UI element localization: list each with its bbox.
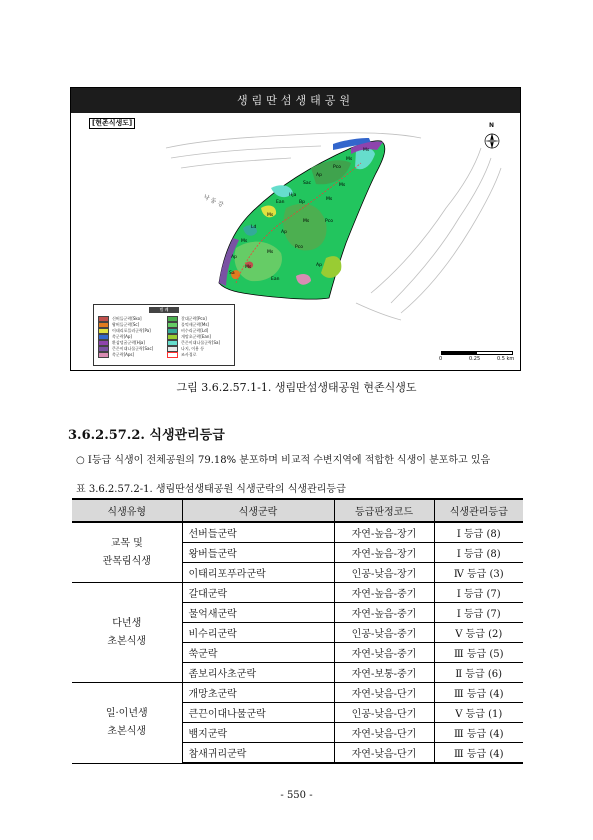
legend-title: 범 례 (149, 307, 179, 313)
scale-bar-graphic (441, 351, 513, 355)
legend-label: 쑥군락[Ap] (112, 334, 132, 339)
group-name-line: 교목 및 (110, 537, 143, 549)
section-title: 3.6.2.57.2. 식생관리등급 (68, 428, 225, 443)
map-label: Ms (267, 213, 274, 218)
code-cell: 자연-낮음-단기 (334, 743, 434, 764)
legend-item (98, 352, 163, 357)
community-cell: 쑥군락 (182, 643, 334, 663)
code-cell: 자연-높음-장기 (334, 522, 434, 543)
grade-cell: Ⅲ 등급 (5) (434, 643, 523, 663)
legend-item (167, 340, 232, 345)
scale-label: 0.25 (469, 356, 481, 362)
community-cell: 선버들군락 (182, 522, 334, 543)
figure-subtitle: [현존식생도] (89, 118, 135, 129)
grade-cell: Ⅳ 등급 (3) (434, 563, 523, 583)
table-row (72, 522, 523, 543)
map-label: Hja (289, 193, 297, 198)
group-name-line: 초본식생 (107, 725, 147, 737)
vegetation-map-figure (70, 87, 521, 371)
map-label: Ms (363, 148, 370, 153)
legend-label: 신버들군락[Sko] (112, 316, 142, 321)
map-label: Ap (281, 230, 287, 235)
north-label: N (489, 122, 495, 129)
map-label: Sac (303, 181, 312, 186)
community-cell: 개망초군락 (182, 683, 334, 703)
legend-label: 갈대군락[Pco] (181, 316, 207, 321)
group-name-line: 초본식생 (107, 635, 147, 647)
map-legend (93, 304, 235, 366)
column-header: 식생군락 (182, 499, 334, 522)
group-cell (72, 583, 182, 683)
grade-cell: Ⅰ 등급 (8) (434, 522, 523, 543)
map-label: Bp (299, 200, 305, 205)
grade-cell: Ⅴ 등급 (2) (434, 623, 523, 643)
map-label: Ap (231, 255, 237, 260)
code-cell: 자연-보통-중기 (334, 663, 434, 683)
table-title: 표 3.6.2.57.2-1. 생림딴섬생태공원 식생군락의 식생관리등급 (76, 484, 346, 495)
river-label: 낙 동 강 (202, 193, 225, 209)
group-cell (72, 683, 182, 764)
legend-label: 물억새군락[Ms] (181, 322, 209, 327)
grade-cell: Ⅲ 등급 (4) (434, 683, 523, 703)
code-cell: 자연-높음-중기 (334, 603, 434, 623)
map-label: Ap (316, 263, 322, 268)
legend-label: 이태리포플러군락[Pa] (112, 328, 151, 333)
legend-item (98, 316, 163, 321)
compass-icon (481, 125, 503, 153)
community-cell: 갈대군락 (182, 583, 334, 603)
map-label: Ms (339, 183, 346, 188)
legend-label: 나지, 이용 등 (181, 346, 205, 351)
legend-label: 왕버들군락[Sc] (112, 322, 140, 327)
bullet-text: ○ Ⅰ등급 식생이 전체공원의 79.18% 분포하며 비교적 수변지역에 적합한 식생이 분포하고 있음 (76, 455, 491, 466)
legend-grid (98, 316, 232, 357)
legend-item (167, 352, 232, 357)
grade-cell: Ⅰ 등급 (7) (434, 603, 523, 623)
figure-caption: 그림 3.6.2.57.1-1. 생림딴섬생태공원 현존식생도 (176, 381, 417, 394)
legend-item (167, 322, 232, 327)
community-cell: 뱀지군락 (182, 723, 334, 743)
grade-cell: Ⅰ 등급 (8) (434, 543, 523, 563)
map-label: Ms (241, 239, 248, 244)
map-label: Ld (251, 225, 257, 230)
legend-label: 조사경로 (181, 352, 197, 357)
group-name-line: 관목림식생 (102, 555, 151, 567)
community-cell: 이태리포푸라군락 (182, 563, 334, 583)
grade-cell: Ⅴ 등급 (1) (434, 703, 523, 723)
legend-label: 개망초군락[Ean] (181, 334, 211, 339)
legend-item (167, 316, 232, 321)
scale-bar (439, 351, 515, 367)
code-cell: 인공-낮음-장기 (334, 563, 434, 583)
map-label: Pco (333, 165, 341, 170)
table-header-row (72, 499, 523, 522)
grade-cell: Ⅰ 등급 (7) (434, 583, 523, 603)
grade-cell: Ⅱ 등급 (6) (434, 663, 523, 683)
legend-item (98, 340, 163, 345)
legend-item (98, 328, 163, 333)
map-label: Ms (326, 197, 333, 202)
legend-swatch (167, 352, 178, 358)
map-label: Pco (325, 219, 333, 224)
map-label: Ms (303, 219, 310, 224)
scale-label: 0.5 km (497, 356, 515, 362)
map-label: Ms (267, 250, 274, 255)
community-cell: 큰끈이대나물군락 (182, 703, 334, 723)
map-label: Sa (229, 271, 235, 276)
group-cell (72, 522, 182, 583)
code-cell: 자연-낮음-단기 (334, 723, 434, 743)
map-label: Ean (271, 277, 280, 282)
figure-banner: 생림딴섬생태공원 (71, 88, 520, 113)
code-cell: 자연-낮음-중기 (334, 643, 434, 663)
map-label: Ap (316, 173, 322, 178)
column-header: 등급판정코드 (334, 499, 434, 522)
legend-item (167, 334, 232, 339)
grade-cell: Ⅲ 등급 (4) (434, 723, 523, 743)
legend-swatch (98, 352, 109, 358)
column-header: 식생관리등급 (434, 499, 523, 522)
legend-item (98, 334, 163, 339)
legend-label: 큰끈이대나물군락[Sac] (112, 346, 154, 351)
grade-cell: Ⅲ 등급 (4) (434, 743, 523, 764)
map-label: Ms (245, 265, 252, 270)
column-header: 식생유형 (72, 499, 182, 522)
map-label: Ean (276, 200, 285, 205)
page-number: - 550 - (280, 790, 313, 801)
map-label: Pco (295, 245, 303, 250)
table-row (72, 583, 523, 603)
legend-label: 비수리군락[Ld] (181, 328, 209, 333)
vegetation-grade-table (72, 498, 523, 764)
group-name-line: 일·이년생 (105, 707, 148, 719)
code-cell: 인공-낮음-중기 (334, 623, 434, 643)
legend-item (98, 322, 163, 327)
north-arrow (481, 122, 503, 153)
community-cell: 물억새군락 (182, 603, 334, 623)
code-cell: 자연-낮음-단기 (334, 683, 434, 703)
legend-label: 큰끈이대나물군락[Sa] (181, 340, 221, 345)
table-row (72, 683, 523, 703)
legend-item (167, 328, 232, 333)
legend-label: 쑥군락[Aps] (112, 352, 135, 357)
community-cell: 좀보리사초군락 (182, 663, 334, 683)
code-cell: 인공-낮음-단기 (334, 703, 434, 723)
legend-item (98, 346, 163, 351)
scale-label: 0 (439, 356, 443, 362)
map-label: Ms (346, 157, 353, 162)
legend-label: 환삼덩굴군락[Hja] (112, 340, 145, 345)
group-name-line: 다년생 (112, 617, 142, 629)
legend-item (167, 346, 232, 351)
community-cell: 참새귀리군락 (182, 743, 334, 764)
community-cell: 왕버들군락 (182, 543, 334, 563)
code-cell: 자연-높음-중기 (334, 583, 434, 603)
community-cell: 비수리군락 (182, 623, 334, 643)
code-cell: 자연-높음-장기 (334, 543, 434, 563)
